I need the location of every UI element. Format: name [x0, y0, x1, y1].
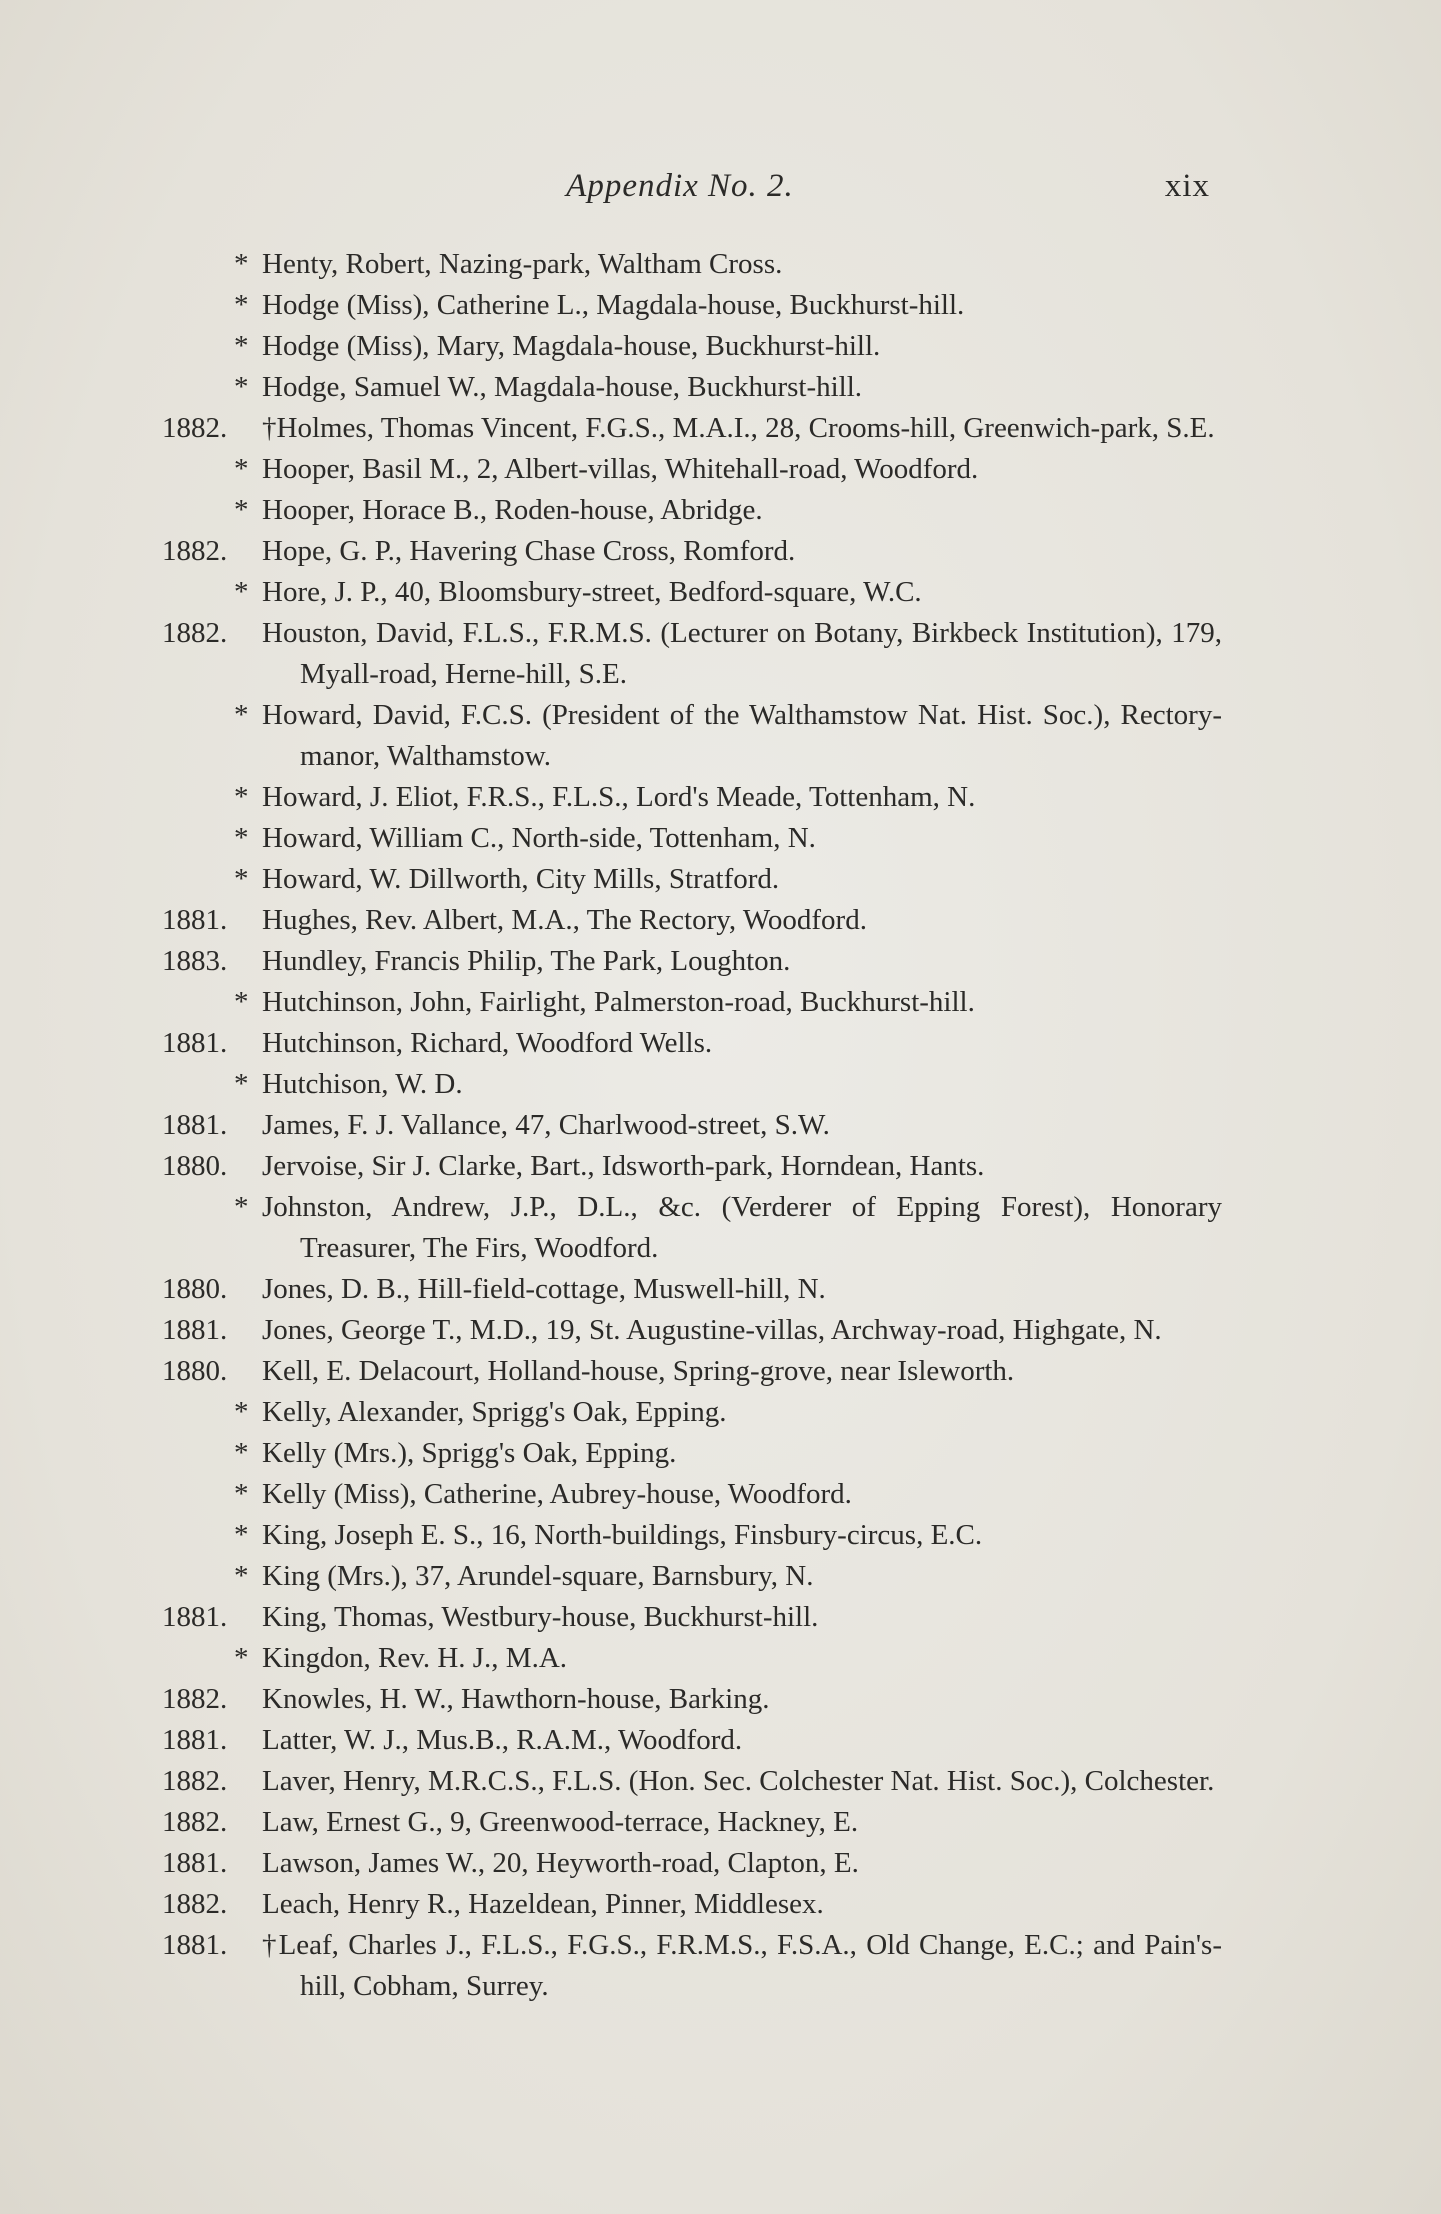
- list-item: [162, 1597, 1222, 1638]
- year-marker: 1881.: [162, 1027, 228, 1059]
- asterisk-marker: *: [234, 1560, 249, 1592]
- asterisk-marker: *: [234, 1642, 249, 1674]
- list-item: [162, 1187, 1222, 1269]
- year-marker: 1883.: [162, 945, 228, 977]
- list-item: [162, 859, 1222, 900]
- list-item: [162, 818, 1222, 859]
- member-list: [162, 244, 1222, 2007]
- entry-text: Howard, William C., North-side, Tottenham, N.: [262, 822, 816, 854]
- asterisk-marker: *: [234, 576, 249, 608]
- entry-text: Hodge (Miss), Mary, Magdala-house, Buckhurst-hill.: [262, 330, 881, 362]
- year-marker: 1880.: [162, 1150, 228, 1182]
- year-marker: 1881.: [162, 1847, 228, 1879]
- entry-text: Hughes, Rev. Albert, M.A., The Rectory, Woodford.: [262, 904, 867, 936]
- list-item: [162, 531, 1222, 572]
- entry-text: Kelly (Miss), Catherine, Aubrey-house, Woodford.: [262, 1478, 852, 1510]
- list-item: [162, 408, 1222, 449]
- asterisk-marker: *: [234, 289, 249, 321]
- entry-text: King, Thomas, Westbury-house, Buckhurst-hill.: [262, 1601, 819, 1633]
- year-marker: 1881.: [162, 1314, 228, 1346]
- list-item: [162, 613, 1222, 695]
- entry-text: Kingdon, Rev. H. J., M.A.: [262, 1642, 568, 1674]
- list-item: [162, 695, 1222, 777]
- asterisk-marker: *: [234, 781, 249, 813]
- list-item: [162, 1679, 1222, 1720]
- entry-text: Johnston, Andrew, J.P., D.L., &c. (Verderer of Epping Forest), Honorary Treasurer, The Firs, Woodford.: [262, 1191, 1222, 1264]
- year-marker: 1882.: [162, 1765, 228, 1797]
- year-marker: 1880.: [162, 1355, 228, 1387]
- entry-text: Hodge (Miss), Catherine L., Magdala-house, Buckhurst-hill.: [262, 289, 965, 321]
- asterisk-marker: *: [234, 494, 249, 526]
- asterisk-marker: *: [234, 248, 249, 280]
- entry-text: King, Joseph E. S., 16, North-buildings, Finsbury-circus, E.C.: [262, 1519, 983, 1551]
- entry-text: Hore, J. P., 40, Bloomsbury-street, Bedford-square, W.C.: [262, 576, 922, 608]
- entry-text: Hutchison, W. D.: [262, 1068, 463, 1100]
- entry-text: Hutchinson, Richard, Woodford Wells.: [262, 1027, 713, 1059]
- year-marker: 1881.: [162, 904, 228, 936]
- list-item: [162, 982, 1222, 1023]
- list-item: [162, 1064, 1222, 1105]
- running-title: Appendix No. 2.: [566, 168, 794, 204]
- asterisk-marker: *: [234, 453, 249, 485]
- list-item: [162, 572, 1222, 613]
- year-marker: 1882.: [162, 412, 228, 444]
- list-item: [162, 777, 1222, 818]
- year-marker: 1881.: [162, 1929, 228, 1961]
- entry-text: Laver, Henry, M.R.C.S., F.L.S. (Hon. Sec. Colchester Nat. Hist. Soc.), Colchester.: [262, 1765, 1215, 1797]
- year-marker: 1882.: [162, 1888, 228, 1920]
- year-marker: 1881.: [162, 1109, 228, 1141]
- year-marker: 1882.: [162, 535, 228, 567]
- entry-text: Howard, W. Dillworth, City Mills, Stratford.: [262, 863, 780, 895]
- list-item: [162, 285, 1222, 326]
- entry-text: Law, Ernest G., 9, Greenwood-terrace, Hackney, E.: [262, 1806, 859, 1838]
- entry-text: Knowles, H. W., Hawthorn-house, Barking.: [262, 1683, 770, 1715]
- year-marker: 1882.: [162, 617, 228, 649]
- entry-text: Leach, Henry R., Hazeldean, Pinner, Middlesex.: [262, 1888, 824, 1920]
- list-item: [162, 1720, 1222, 1761]
- entry-text: Hooper, Basil M., 2, Albert-villas, Whitehall-road, Woodford.: [262, 453, 979, 485]
- page-header: [150, 168, 1210, 218]
- entry-text: Hundley, Francis Philip, The Park, Loughton.: [262, 945, 791, 977]
- asterisk-marker: *: [234, 822, 249, 854]
- entry-text: King (Mrs.), 37, Arundel-square, Barnsbury, N.: [262, 1560, 814, 1592]
- asterisk-marker: *: [234, 1191, 249, 1223]
- list-item: [162, 367, 1222, 408]
- entry-text: †Holmes, Thomas Vincent, F.G.S., M.A.I., 28, Crooms-hill, Greenwich-park, S.E.: [262, 412, 1215, 444]
- asterisk-marker: *: [234, 1437, 249, 1469]
- year-marker: 1881.: [162, 1601, 228, 1633]
- list-item: [162, 244, 1222, 285]
- entry-text: Kelly (Mrs.), Sprigg's Oak, Epping.: [262, 1437, 677, 1469]
- list-item: [162, 1146, 1222, 1187]
- entry-text: Howard, J. Eliot, F.R.S., F.L.S., Lord's Meade, Tottenham, N.: [262, 781, 976, 813]
- list-item: [162, 1515, 1222, 1556]
- list-item: [162, 1638, 1222, 1679]
- list-item: [162, 1392, 1222, 1433]
- entry-text: Kell, E. Delacourt, Holland-house, Spring-grove, near Isleworth.: [262, 1355, 1015, 1387]
- list-item: [162, 1843, 1222, 1884]
- asterisk-marker: *: [234, 371, 249, 403]
- list-item: [162, 1761, 1222, 1802]
- asterisk-marker: *: [234, 863, 249, 895]
- entry-text: James, F. J. Vallance, 47, Charlwood-street, S.W.: [262, 1109, 830, 1141]
- list-item: [162, 326, 1222, 367]
- list-item: [162, 900, 1222, 941]
- year-marker: 1882.: [162, 1683, 228, 1715]
- list-item: [162, 1351, 1222, 1392]
- list-item: [162, 941, 1222, 982]
- list-item: [162, 1269, 1222, 1310]
- entry-text: Howard, David, F.C.S. (President of the Walthamstow Nat. Hist. Soc.), Rectory-manor, Walthamstow.: [262, 699, 1222, 772]
- list-item: [162, 449, 1222, 490]
- page-number: xix: [1164, 168, 1210, 204]
- entry-text: Hutchinson, John, Fairlight, Palmerston-road, Buckhurst-hill.: [262, 986, 975, 1018]
- asterisk-marker: *: [234, 1519, 249, 1551]
- asterisk-marker: *: [234, 330, 249, 362]
- entry-text: Jones, George T., M.D., 19, St. Augustine-villas, Archway-road, Highgate, N.: [262, 1314, 1162, 1346]
- asterisk-marker: *: [234, 1068, 249, 1100]
- year-marker: 1882.: [162, 1806, 228, 1838]
- asterisk-marker: *: [234, 986, 249, 1018]
- entry-text: Hooper, Horace B., Roden-house, Abridge.: [262, 494, 763, 526]
- list-item: [162, 1925, 1222, 2007]
- year-marker: 1880.: [162, 1273, 228, 1305]
- entry-text: Jones, D. B., Hill-field-cottage, Muswell-hill, N.: [262, 1273, 826, 1305]
- list-item: [162, 1802, 1222, 1843]
- year-marker: 1881.: [162, 1724, 228, 1756]
- asterisk-marker: *: [234, 1478, 249, 1510]
- entry-text: Lawson, James W., 20, Heyworth-road, Clapton, E.: [262, 1847, 859, 1879]
- asterisk-marker: *: [234, 1396, 249, 1428]
- list-item: [162, 1433, 1222, 1474]
- entry-text: Hope, G. P., Havering Chase Cross, Romford.: [262, 535, 796, 567]
- list-item: [162, 1884, 1222, 1925]
- list-item: [162, 1105, 1222, 1146]
- entry-text: †Leaf, Charles J., F.L.S., F.G.S., F.R.M.S., F.S.A., Old Change, E.C.; and Pain's-hill, Cobham, Surrey.: [262, 1929, 1222, 2002]
- list-item: [162, 1474, 1222, 1515]
- list-item: [162, 1023, 1222, 1064]
- entry-text: Jervoise, Sir J. Clarke, Bart., Idsworth-park, Horndean, Hants.: [262, 1150, 985, 1182]
- entry-text: Houston, David, F.L.S., F.R.M.S. (Lecturer on Botany, Birkbeck Institution), 179, Myall-road, Herne-hill, S.E.: [262, 617, 1222, 690]
- entry-text: Hodge, Samuel W., Magdala-house, Buckhurst-hill.: [262, 371, 863, 403]
- list-item: [162, 1556, 1222, 1597]
- asterisk-marker: *: [234, 699, 249, 731]
- entry-text: Kelly, Alexander, Sprigg's Oak, Epping.: [262, 1396, 727, 1428]
- list-item: [162, 1310, 1222, 1351]
- entry-text: Latter, W. J., Mus.B., R.A.M., Woodford.: [262, 1724, 743, 1756]
- entry-text: Henty, Robert, Nazing-park, Waltham Cross.: [262, 248, 783, 280]
- list-item: [162, 490, 1222, 531]
